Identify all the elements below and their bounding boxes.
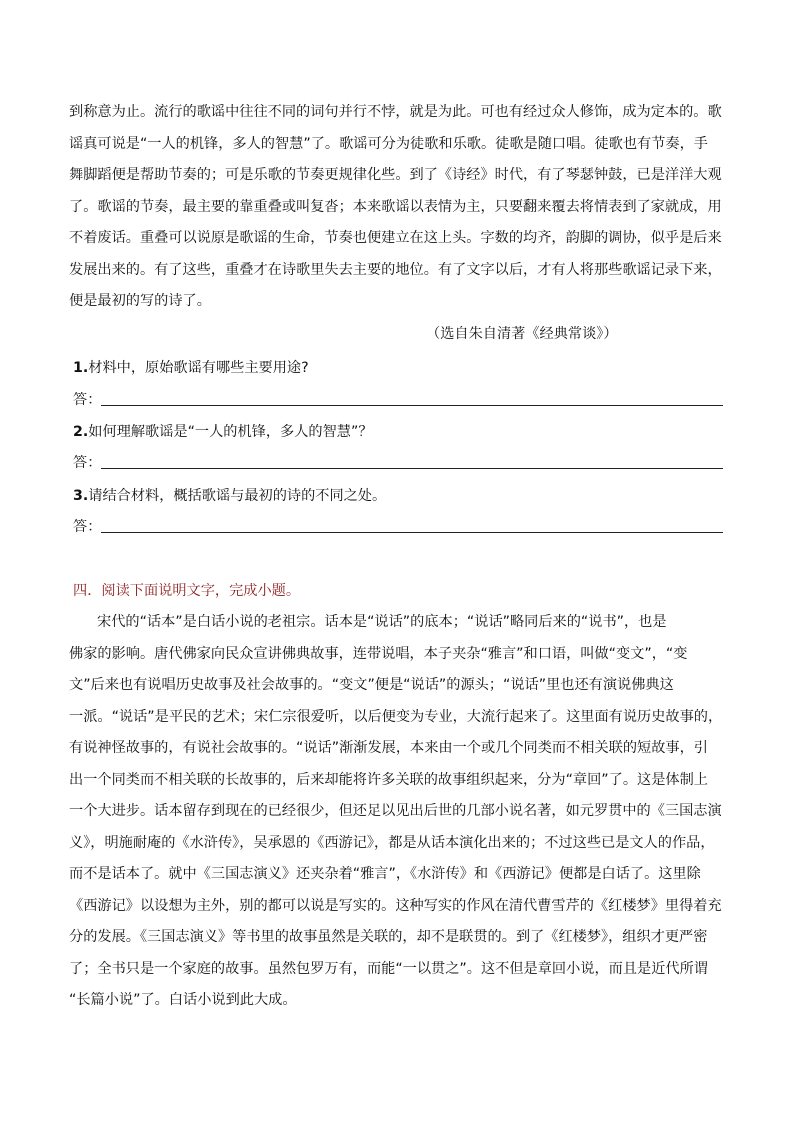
question-3	[73, 485, 386, 505]
passage-line: 佛家的影响。唐代佛家向民众宣讲佛典故事，连带说唱，本子夹杂“雅言”和口语，叫做“变文”，“变	[69, 645, 688, 662]
passage-line: 一个大进步。话本留存到现在的已经很少，但还足以见出后世的几部小说名著，如元罗贯中的《三国志演	[69, 803, 722, 819]
answer-label: 答：	[73, 455, 102, 471]
passage-line: 分的发展。《三国志演义》等书里的故事虽然是关联的，却不是联贯的。到了《红楼梦》，组织才更严密	[69, 929, 708, 945]
question-2	[73, 421, 373, 441]
question-text: 如何理解歌谣是“一人的机锋，多人的智慧”？	[88, 424, 373, 440]
passage-line: 文”后来也有说唱历史故事及社会故事的。“变文”便是“说话”的源头；“说话”里也还有演说佛典这	[69, 677, 674, 693]
passage-line: 便是最初的写的诗了。	[69, 293, 211, 309]
section-heading: 四．阅读下面说明文字，完成小题。	[73, 583, 301, 599]
answer-line-3[interactable]	[73, 516, 723, 536]
answer-rule	[101, 468, 723, 469]
answer-line-2[interactable]	[73, 452, 723, 472]
passage-line: 发展出来的。有了这些，重叠才在诗歌里失去主要的地位。有了文字以后，才有人将那些歌谣记录下来，	[69, 261, 722, 278]
answer-rule	[101, 405, 723, 406]
answer-line-1[interactable]	[73, 389, 723, 409]
question-number: 3.	[73, 488, 89, 504]
passage-line: 而不是话本了。就中《三国志演义》还夹杂着“雅言”，《水浒传》和《西游记》便都是白话了。这里除	[69, 866, 701, 882]
source-citation: （选自朱自清著《经典常谈》）	[426, 326, 618, 342]
passage-continuation	[69, 97, 725, 318]
passage-line: 到称意为止。流行的歌谣中往往不同的词句并行不悖，就是为此。可也有经过众人修饰，成为定本的。歌	[69, 104, 722, 120]
passage-line: 不着废话。重叠可以说原是歌谣的生命，节奏也便建立在这上头。字数的均齐，韵脚的调协，似乎是后来	[69, 230, 722, 246]
question-text: 材料中，原始歌谣有哪些主要用途?	[88, 360, 309, 376]
answer-rule	[101, 532, 723, 533]
passage-line: 出一个同类而不相关联的长故事的，后来却能将许多关联的故事组织起来，分为“章回”了。这是体制上	[69, 771, 708, 788]
passage-line: 一派。“说话”是平民的艺术；宋仁宗很爱听，以后便变为专业，大流行起来了。这里面有说历史故事的，	[69, 708, 723, 725]
question-number: 2.	[73, 424, 89, 440]
answer-label: 答：	[73, 519, 102, 535]
passage-line: 有说神怪故事的，有说社会故事的。“说话”渐渐发展，本来由一个或几个同类而不相关联的短故事，引	[69, 740, 708, 756]
answer-label: 答：	[73, 392, 102, 408]
passage-line: 了；全书只是一个家庭的故事。虽然包罗万有，而能“一以贯之”。这不但是章回小说，而且是近代所谓	[69, 960, 708, 977]
passage-line: 谣真可说是“一人的机锋，多人的智慧”了。歌谣可分为徒歌和乐歌。徒歌是随口唱。徒歌也有节奏，手	[69, 135, 708, 152]
passage-line: “长篇小说”了。白话小说到此大成。	[69, 992, 297, 1008]
passage-line: 宋代的“话本”是白话小说的老祖宗。话本是“说话”的底本；“说话”略同后来的“说书”，也是	[97, 614, 667, 630]
question-1	[73, 357, 309, 377]
passage-line: 《西游记》以设想为主外，别的都可以说是写实的。这种写实的作风在清代曹雪芹的《红楼梦》里得着充	[69, 897, 722, 914]
passage-line: 了。歌谣的节奏，最主要的靠重叠或叫复沓；本来歌谣以表情为主，只要翻来覆去将情表到了家就成，用	[69, 198, 722, 215]
section-passage	[69, 607, 725, 1017]
question-number: 1.	[73, 360, 89, 376]
passage-line: 舞脚蹈便是帮助节奏的；可是乐歌的节奏更规律化些。到了《诗经》时代，有了琴瑟钟鼓，已是洋洋大观	[69, 167, 722, 183]
passage-line: 义》，明施耐庵的《水浒传》，吴承恩的《西游记》，都是从话本演化出来的；不过这些已是文人的作品，	[69, 834, 715, 851]
question-text: 请结合材料，概括歌谣与最初的诗的不同之处。	[88, 488, 387, 504]
